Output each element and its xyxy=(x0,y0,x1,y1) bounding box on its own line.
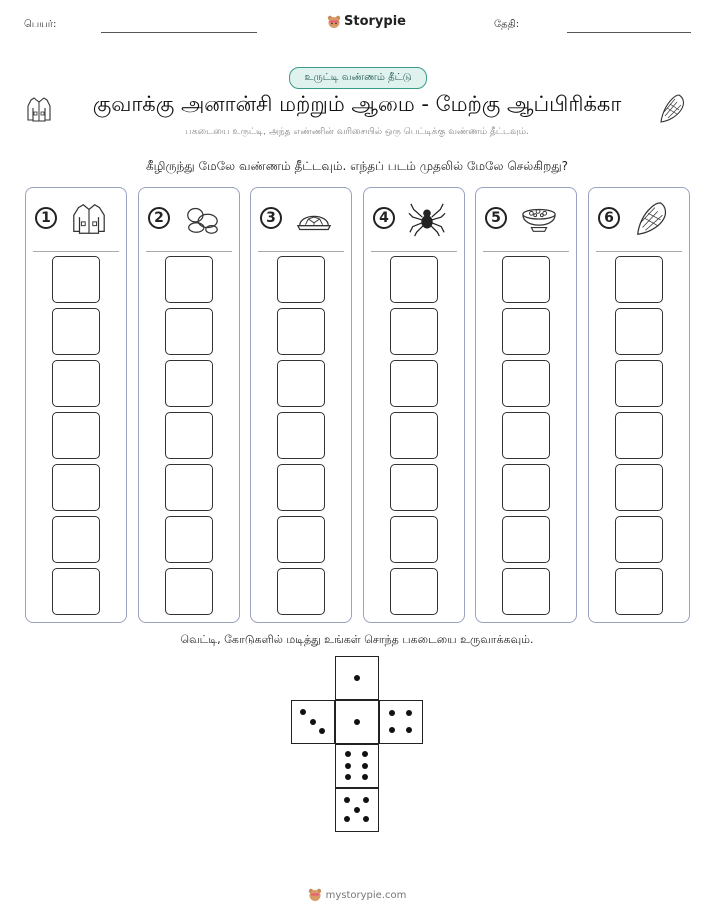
color-box[interactable] xyxy=(277,464,325,511)
column-divider xyxy=(258,251,344,252)
soup-bowl-icon xyxy=(518,200,560,238)
column-2 xyxy=(138,187,240,623)
dice-pip xyxy=(310,719,316,725)
dice-pip xyxy=(345,751,351,757)
page-header xyxy=(0,14,714,38)
bear-icon xyxy=(308,888,322,902)
color-box[interactable] xyxy=(165,308,213,355)
dice-pip xyxy=(345,774,351,780)
column-header xyxy=(26,200,126,240)
dice-pip xyxy=(319,728,325,734)
color-box[interactable] xyxy=(277,516,325,563)
color-box[interactable] xyxy=(615,308,663,355)
column-4 xyxy=(363,187,465,623)
column-number: 5 xyxy=(485,207,507,229)
color-box[interactable] xyxy=(52,412,100,459)
date-line[interactable] xyxy=(567,32,691,33)
dice-pip xyxy=(354,675,360,681)
name-label: பெயர்: xyxy=(24,19,57,30)
color-box[interactable] xyxy=(615,464,663,511)
color-box[interactable] xyxy=(390,308,438,355)
column-1 xyxy=(25,187,127,623)
color-box[interactable] xyxy=(615,412,663,459)
color-box[interactable] xyxy=(52,568,100,615)
color-box[interactable] xyxy=(615,256,663,303)
column-header xyxy=(476,200,576,240)
color-box[interactable] xyxy=(502,516,550,563)
dice-pip xyxy=(362,763,368,769)
instruction: கீழிருந்து மேலே வண்ணம் தீட்டவும். எந்தப் படம் முதலில் மேலே செல்கிறது? xyxy=(145,159,569,173)
dice-pip xyxy=(354,719,360,725)
color-box[interactable] xyxy=(615,516,663,563)
dice-face-6 xyxy=(335,744,379,788)
color-box[interactable] xyxy=(277,568,325,615)
column-3 xyxy=(250,187,352,623)
dice-pip xyxy=(389,710,395,716)
color-box[interactable] xyxy=(165,256,213,303)
column-header xyxy=(589,200,689,240)
column-header xyxy=(139,200,239,240)
color-box[interactable] xyxy=(390,256,438,303)
color-box[interactable] xyxy=(52,464,100,511)
subtitle: பகடையை உருட்டி, அந்த எண்ணின் வரிசையில் ஒரு பெட்டிக்கு வண்ணம் தீட்டவும். xyxy=(185,127,529,137)
column-divider xyxy=(146,251,232,252)
dice-pip xyxy=(354,807,360,813)
color-box[interactable] xyxy=(277,360,325,407)
turtle-shell-icon xyxy=(293,200,335,238)
cut-instruction: வெட்டி, கோடுகளில் மடித்து உங்கள் சொந்த பகடையை உருவாக்கவும். xyxy=(180,633,534,646)
color-box[interactable] xyxy=(390,412,438,459)
column-header xyxy=(364,200,464,240)
column-divider xyxy=(596,251,682,252)
dice-pip xyxy=(406,710,412,716)
dice-pip xyxy=(389,727,395,733)
footer xyxy=(0,888,714,902)
color-box[interactable] xyxy=(277,256,325,303)
color-box[interactable] xyxy=(165,360,213,407)
page-title: குவாக்கு அனான்சி மற்றும் ஆமை - மேற்கு ஆப்பிரிக்கா xyxy=(92,92,622,116)
jacket-icon xyxy=(68,200,110,238)
color-box[interactable] xyxy=(502,256,550,303)
color-box[interactable] xyxy=(390,464,438,511)
color-box[interactable] xyxy=(502,360,550,407)
color-box[interactable] xyxy=(165,412,213,459)
dice-pip xyxy=(406,727,412,733)
column-number: 6 xyxy=(598,207,620,229)
color-box[interactable] xyxy=(390,360,438,407)
color-box[interactable] xyxy=(502,308,550,355)
color-box[interactable] xyxy=(165,568,213,615)
color-box[interactable] xyxy=(502,568,550,615)
dice-pip xyxy=(344,816,350,822)
color-box[interactable] xyxy=(52,360,100,407)
dice-pip xyxy=(363,816,369,822)
date-label: தேதி: xyxy=(494,19,520,30)
dice-pip xyxy=(300,709,306,715)
column-header xyxy=(251,200,351,240)
column-number: 2 xyxy=(148,207,170,229)
color-box[interactable] xyxy=(390,516,438,563)
dice-pip xyxy=(362,774,368,780)
column-divider xyxy=(33,251,119,252)
color-box[interactable] xyxy=(165,516,213,563)
brand-logo xyxy=(327,14,406,29)
brand-name: Storypie xyxy=(344,14,406,29)
dice-face-1 xyxy=(335,700,379,744)
dice-pip xyxy=(363,797,369,803)
column-divider xyxy=(483,251,569,252)
spider-icon xyxy=(406,200,448,238)
column-6 xyxy=(588,187,690,623)
color-box[interactable] xyxy=(615,568,663,615)
stones-icon xyxy=(181,200,223,238)
column-number: 3 xyxy=(260,207,282,229)
activity-badge: உருட்டி வண்ணம் தீட்டு xyxy=(289,67,427,89)
dice-pip xyxy=(344,797,350,803)
bear-icon xyxy=(327,15,341,29)
name-line[interactable] xyxy=(101,32,257,33)
color-box[interactable] xyxy=(165,464,213,511)
column-divider xyxy=(371,251,457,252)
color-box[interactable] xyxy=(277,412,325,459)
dice-face-5 xyxy=(335,788,379,832)
column-number: 4 xyxy=(373,207,395,229)
color-box[interactable] xyxy=(52,256,100,303)
dice-face-1 xyxy=(335,656,379,700)
pinecone-icon xyxy=(631,200,673,238)
color-box[interactable] xyxy=(277,308,325,355)
color-box[interactable] xyxy=(390,568,438,615)
dice-face-4 xyxy=(379,700,423,744)
dice-face-3 xyxy=(291,700,335,744)
color-box[interactable] xyxy=(615,360,663,407)
column-number: 1 xyxy=(35,207,57,229)
color-box[interactable] xyxy=(52,516,100,563)
color-box[interactable] xyxy=(502,412,550,459)
column-5 xyxy=(475,187,577,623)
pinecone-icon xyxy=(657,92,687,124)
color-box[interactable] xyxy=(502,464,550,511)
dice-pip xyxy=(362,751,368,757)
dice-pip xyxy=(345,763,351,769)
footer-url[interactable]: mystorypie.com xyxy=(325,889,407,901)
color-box[interactable] xyxy=(52,308,100,355)
